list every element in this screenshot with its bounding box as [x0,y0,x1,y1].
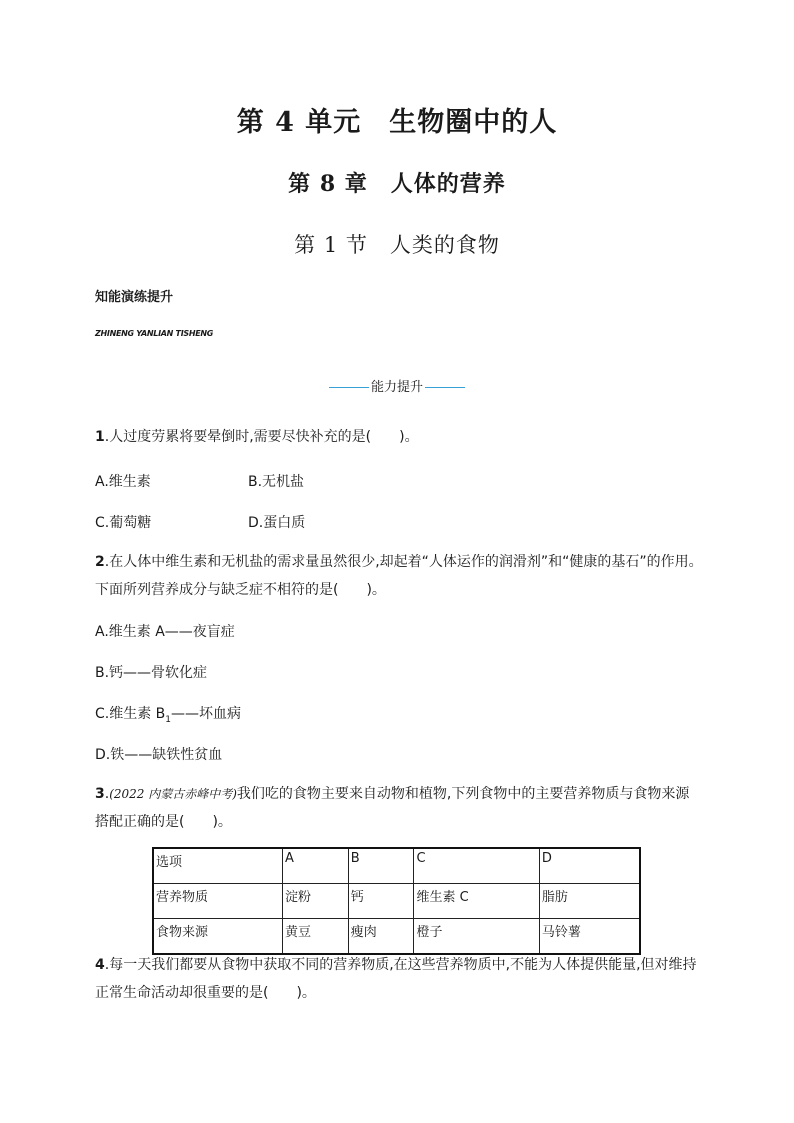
table-cell: 瘦肉 [348,919,414,955]
question-line: 正常生命活动却很重要的是( )。 [95,985,316,1001]
answer-table [152,847,641,955]
table-cell: 脂肪 [539,884,640,919]
table-cell: 选项 [153,848,282,884]
section-label: 知能演练提升 [95,290,174,305]
table-cell: A [282,848,348,884]
chapter-title: 第 8 章 人体的营养 [288,171,506,197]
table-cell: 马铃薯 [539,919,640,955]
unit-title: 第 4 单元 生物圈中的人 [236,107,558,138]
question-text: .在人体中维生素和无机盐的需求量虽然很少,却起着“人体运作的润滑剂”和“健康的基石”的作用。 [104,554,703,570]
section-pinyin: ZHINENG YANLIAN TISHENG [95,329,214,338]
subscript: 1 [165,714,172,725]
q2-option-c [95,703,241,725]
question-text: .每一天我们都要从食物中获取不同的营养物质,在这些营养物质中,不能为人体提供能量,但对维持 [104,957,697,973]
table-cell: 黄豆 [282,919,348,955]
table-cell: B [348,848,414,884]
table-cell: C [414,848,539,884]
q1-option-a: A.维生素 [95,474,151,490]
question-number: 4 [95,957,105,973]
divider-heading [0,376,794,395]
q1-option-b: B.无机盐 [248,474,305,490]
question-source: (2022 内蒙古赤峰中考) [109,787,237,801]
table-cell: 橙子 [414,919,539,955]
question-line [95,548,703,576]
divider-line-left [329,387,369,388]
divider-line-right [425,387,465,388]
table-cell: 维生素 C [414,884,539,919]
q2-option-a: A.维生素 A——夜盲症 [95,624,235,640]
question-number: 1 [95,429,105,445]
divider-text: 能力提升 [370,380,423,395]
table-cell: D [539,848,640,884]
option-text: C.维生素 B [95,706,166,722]
table-row [153,884,640,919]
question-line: 3.(2022 内蒙古赤峰中考)我们吃的食物主要来自动物和植物,下列食物中的主要营养物质与食物来源 [95,786,690,802]
q1-option-d: D.蛋白质 [248,515,306,531]
table-cell: 钙 [348,884,414,919]
question-4 [95,951,697,1007]
table-cell: 淀粉 [282,884,348,919]
question-line [95,951,697,979]
question-line: 下面所列营养成分与缺乏症不相符的是( )。 [95,582,386,598]
question-text: .人过度劳累将要晕倒时,需要尽快补充的是( )。 [104,429,419,445]
question-number: 2 [95,554,105,570]
question-2 [95,548,703,604]
section-title: 第 1 节 人类的食物 [294,233,500,257]
table-row [153,848,640,884]
table-cell: 食物来源 [153,919,282,955]
option-text: ——坏血病 [171,706,242,722]
q1-option-c: C.葡萄糖 [95,515,152,531]
q2-option-d: D.铁——缺铁性贫血 [95,747,223,763]
q2-option-b: B.钙——骨软化症 [95,665,208,681]
question-text: 我们吃的食物主要来自动物和植物,下列食物中的主要营养物质与食物来源 [236,786,690,802]
question-1 [95,423,419,451]
question-number: 3 [95,786,105,802]
table-row [153,919,640,955]
table-cell: 营养物质 [153,884,282,919]
question-3 [95,780,689,836]
question-line: 搭配正确的是( )。 [95,814,232,830]
